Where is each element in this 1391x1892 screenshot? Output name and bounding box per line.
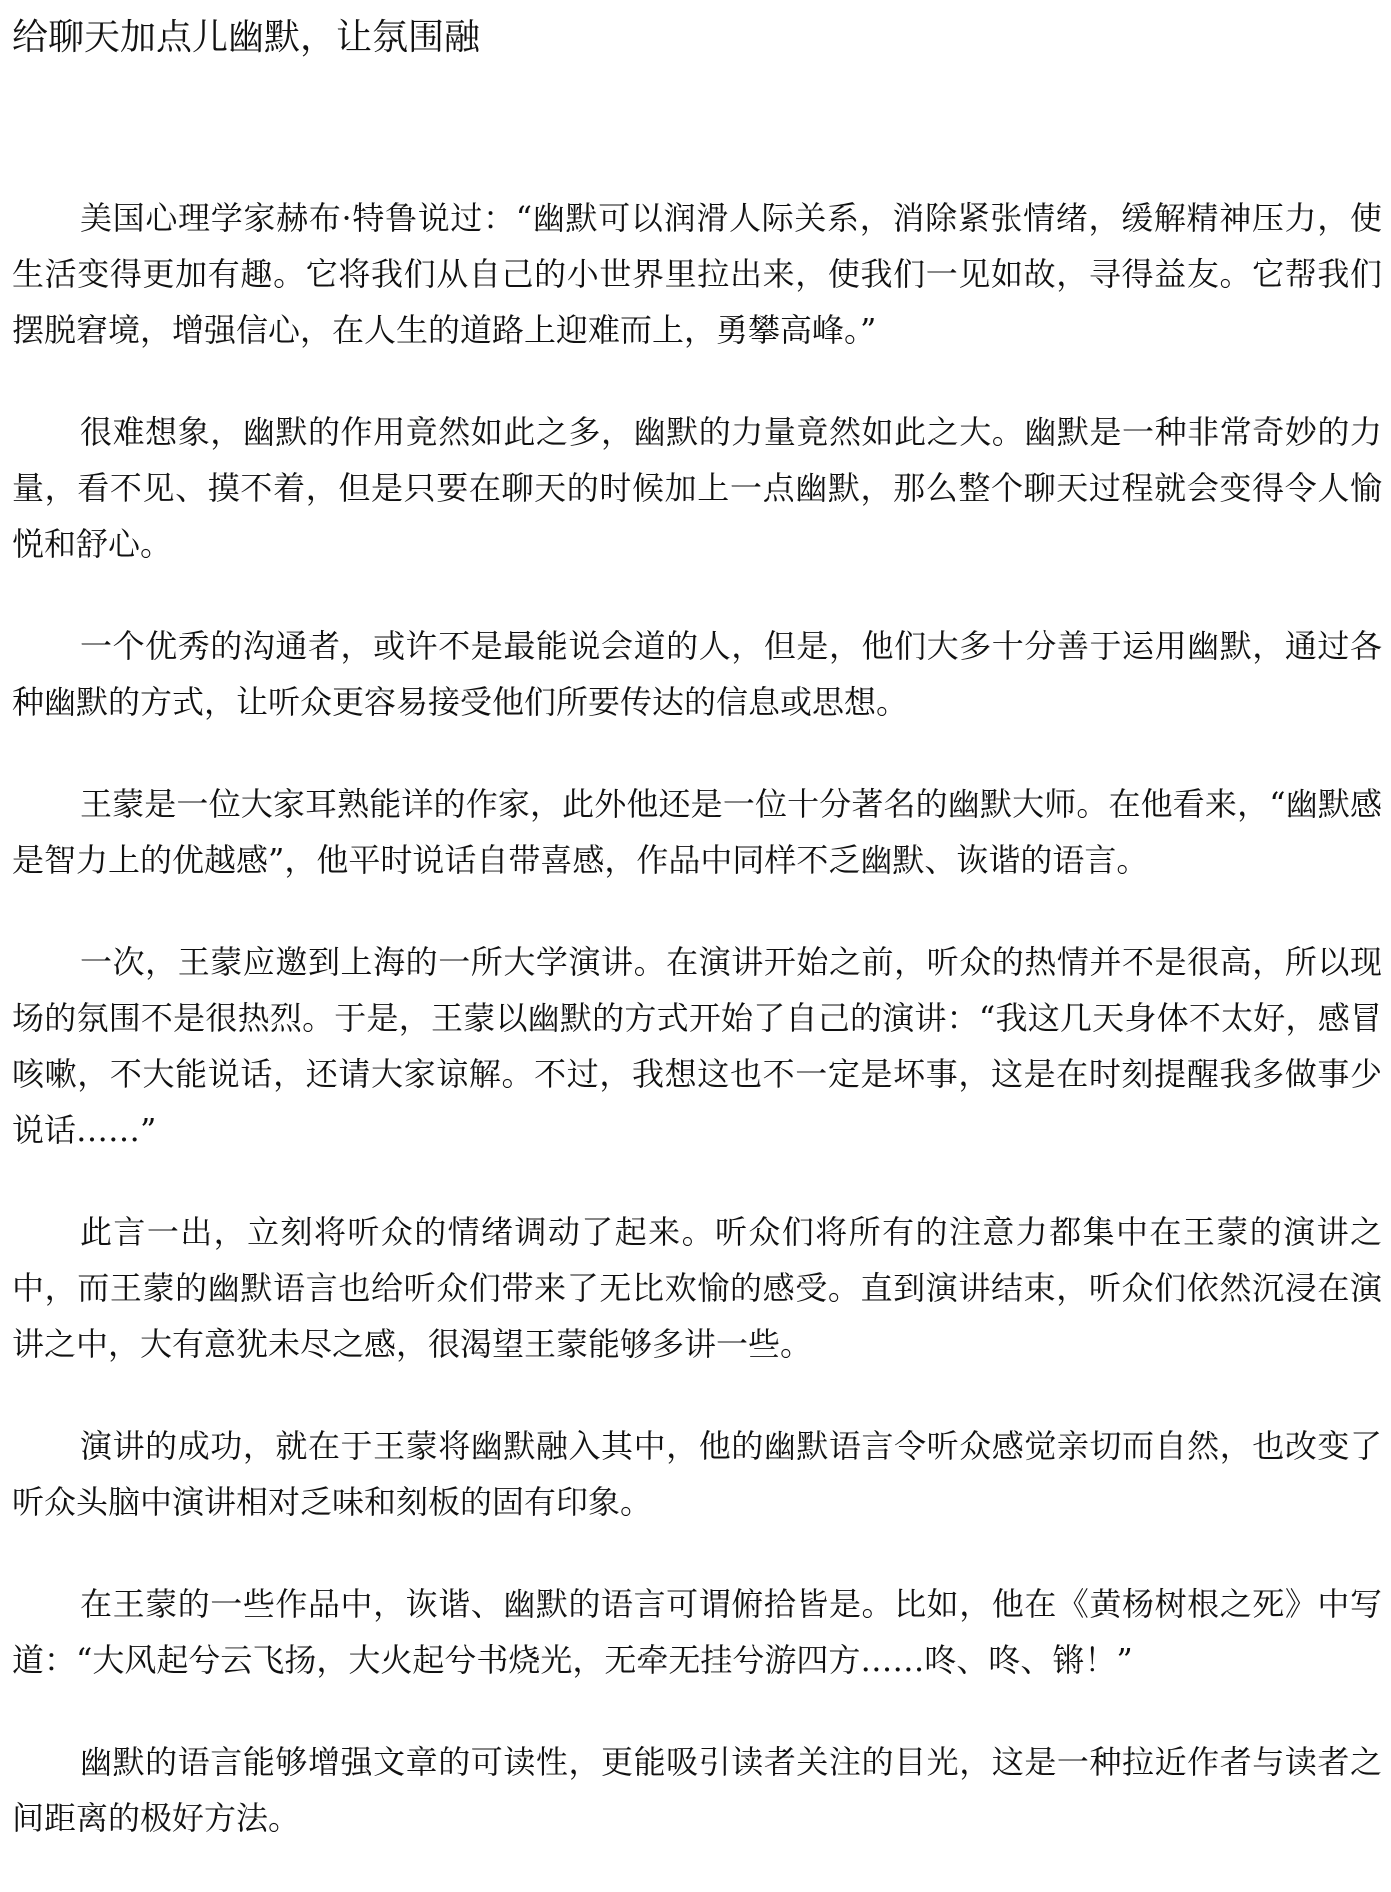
document-body: [12, 190, 1382, 1892]
paragraph: 王蒙是一位大家耳熟能详的作家，此外他还是一位十分著名的幽默大师。在他看来，“幽默感是智力上的优越感”，他平时说话自带喜感，作品中同样不乏幽默、诙谐的语言。: [12, 785, 1382, 879]
paragraph: 一个优秀的沟通者，或许不是最能说会道的人，但是，他们大多十分善于运用幽默，通过各种幽默的方式，让听众更容易接受他们所要传达的信息或思想。: [12, 627, 1382, 721]
paragraph: 一次，王蒙应邀到上海的一所大学演讲。在演讲开始之前，听众的热情并不是很高，所以现场的氛围不是很热烈。于是，王蒙以幽默的方式开始了自己的演讲：“我这几天身体不太好，感冒咳嗽，不大能说话，还请大家谅解。不过，我想这也不一定是坏事，这是在时刻提醒我多做事少说话……”: [12, 943, 1382, 1149]
paragraph: 幽默的语言能够增强文章的可读性，更能吸引读者关注的目光，这是一种拉近作者与读者之间距离的极好方法。: [12, 1743, 1382, 1837]
paragraph: 很难想象，幽默的作用竟然如此之多，幽默的力量竟然如此之大。幽默是一种非常奇妙的力量，看不见、摸不着，但是只要在聊天的时候加上一点幽默，那么整个聊天过程就会变得令人愉悦和舒心。: [12, 413, 1382, 563]
paragraph: 此言一出，立刻将听众的情绪调动了起来。听众们将所有的注意力都集中在王蒙的演讲之中，而王蒙的幽默语言也给听众们带来了无比欢愉的感受。直到演讲结束，听众们依然沉浸在演讲之中，大有意犹未尽之感，很渴望王蒙能够多讲一些。: [12, 1213, 1382, 1363]
paragraph: 美国心理学家赫布·特鲁说过：“幽默可以润滑人际关系，消除紧张情绪，缓解精神压力，使生活变得更加有趣。它将我们从自己的小世界里拉出来，使我们一见如故，寻得益友。它帮我们摆脱窘境，增强信心，在人生的道路上迎难而上，勇攀高峰。”: [12, 199, 1382, 349]
paragraph: 演讲的成功，就在于王蒙将幽默融入其中，他的幽默语言令听众感觉亲切而自然，也改变了听众头脑中演讲相对乏味和刻板的固有印象。: [12, 1427, 1382, 1521]
document-title: 给聊天加点儿幽默，让氛围融: [12, 17, 481, 58]
paragraph: 在王蒙的一些作品中，诙谐、幽默的语言可谓俯拾皆是。比如，他在《黄杨树根之死》中写道：“大风起兮云飞扬，大火起兮书烧光，无牵无挂兮游四方……咚、咚、锵！”: [12, 1585, 1382, 1679]
